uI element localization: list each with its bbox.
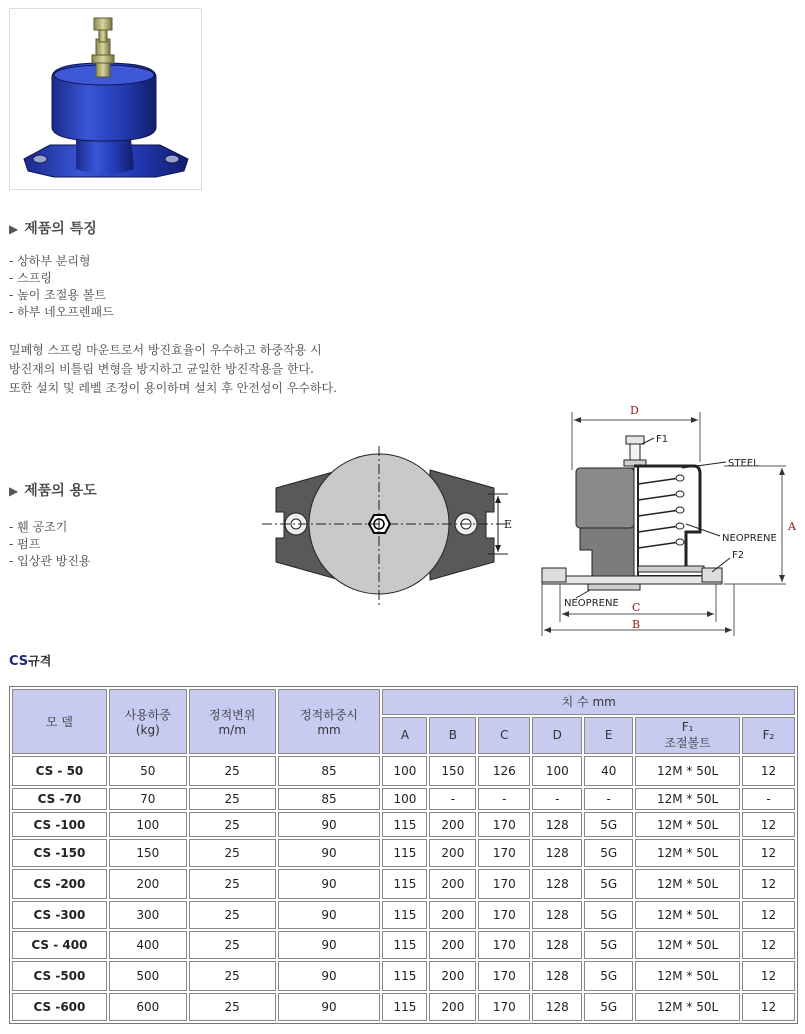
cell-b: 200 <box>429 901 476 929</box>
header-load-unit: (kg) <box>135 723 160 737</box>
dim-a-label: A <box>788 520 796 533</box>
header-dims: 치 수 mm <box>382 689 795 715</box>
cell-disp: 25 <box>189 756 276 786</box>
cell-model: CS -600 <box>12 993 107 1021</box>
cell-f2: 12 <box>742 839 795 867</box>
cell-height: 90 <box>278 901 381 929</box>
cell-c: - <box>478 788 530 810</box>
usage-item: - 입상관 방진용 <box>9 554 91 568</box>
cell-e: 5G <box>584 869 633 899</box>
cell-a: 115 <box>382 961 427 991</box>
cell-f2: 12 <box>742 961 795 991</box>
cell-disp: 25 <box>189 788 276 810</box>
label-f2: F2 <box>732 550 745 561</box>
feature-item: - 하부 네오프렌패드 <box>9 305 114 319</box>
cell-model: CS -200 <box>12 869 107 899</box>
cell-model: CS -150 <box>12 839 107 867</box>
header-b: B <box>429 717 476 754</box>
cell-load: 400 <box>109 931 187 959</box>
header-height-label: 정적하중시 <box>300 708 359 722</box>
usage-title: 제품의 용도 <box>24 483 97 499</box>
cell-load: 200 <box>109 869 187 899</box>
cell-a: 115 <box>382 812 427 837</box>
cell-load: 70 <box>109 788 187 810</box>
cell-e: 5G <box>584 961 633 991</box>
product-photo <box>9 8 202 190</box>
header-height <box>278 689 381 754</box>
table-row <box>12 812 795 837</box>
cell-height: 85 <box>278 788 381 810</box>
cell-f1: 12M * 50L <box>635 869 740 899</box>
feature-item: - 스프링 <box>9 271 52 285</box>
cell-f2: 12 <box>742 993 795 1021</box>
cell-b: 200 <box>429 812 476 837</box>
features-title: 제품의 특징 <box>24 221 97 237</box>
cell-a: 115 <box>382 901 427 929</box>
cell-f1: 12M * 50L <box>635 788 740 810</box>
cell-a: 115 <box>382 839 427 867</box>
cell-c: 170 <box>478 931 530 959</box>
cell-e: 5G <box>584 839 633 867</box>
cell-f1: 12M * 50L <box>635 901 740 929</box>
cell-model: CS - 400 <box>12 931 107 959</box>
cell-d: 128 <box>532 901 582 929</box>
cell-load: 100 <box>109 812 187 837</box>
dim-b-label: B <box>632 618 641 631</box>
cell-e: 40 <box>584 756 633 786</box>
features-heading <box>9 218 97 238</box>
side-view-drawing <box>530 400 805 640</box>
cell-d: 128 <box>532 993 582 1021</box>
cell-b: - <box>429 788 476 810</box>
cell-model: CS -500 <box>12 961 107 991</box>
cell-f2: 12 <box>742 756 795 786</box>
table-row <box>12 901 795 929</box>
cell-d: 128 <box>532 961 582 991</box>
table-row <box>12 869 795 899</box>
cell-height: 90 <box>278 812 381 837</box>
feature-item: - 높이 조절용 볼트 <box>9 288 106 302</box>
cell-c: 170 <box>478 812 530 837</box>
cell-f1: 12M * 50L <box>635 839 740 867</box>
table-row <box>12 961 795 991</box>
cell-f1: 12M * 50L <box>635 961 740 991</box>
label-neoprene-right: NEOPRENE <box>722 533 777 544</box>
feature-item: - 상하부 분리형 <box>9 254 91 268</box>
spec-title-suffix: 규격 <box>28 654 52 668</box>
cell-d: 128 <box>532 812 582 837</box>
cell-d: 128 <box>532 869 582 899</box>
cell-load: 150 <box>109 839 187 867</box>
cell-e: 5G <box>584 993 633 1021</box>
cell-height: 85 <box>278 756 381 786</box>
cell-e: 5G <box>584 931 633 959</box>
table-row <box>12 788 795 810</box>
cell-a: 115 <box>382 869 427 899</box>
cell-d: 128 <box>532 931 582 959</box>
cell-load: 600 <box>109 993 187 1021</box>
usage-list <box>9 519 91 570</box>
header-a: A <box>382 717 427 754</box>
usage-item: - 펌프 <box>9 537 41 551</box>
cell-b: 150 <box>429 756 476 786</box>
header-load <box>109 689 187 754</box>
header-d: D <box>532 717 582 754</box>
cell-disp: 25 <box>189 839 276 867</box>
cell-load: 500 <box>109 961 187 991</box>
table-row <box>12 756 795 786</box>
cell-e: 5G <box>584 901 633 929</box>
cell-f2: 12 <box>742 812 795 837</box>
triangle-bullet-icon: ▶ <box>9 484 19 498</box>
cell-disp: 25 <box>189 993 276 1021</box>
cell-b: 200 <box>429 993 476 1021</box>
spec-title-prefix: CS <box>9 654 29 669</box>
usage-heading <box>9 480 97 500</box>
label-steel: STEEL <box>728 458 759 469</box>
spec-table-body <box>12 756 795 1021</box>
table-row <box>12 839 795 867</box>
cell-f1: 12M * 50L <box>635 993 740 1021</box>
cell-c: 170 <box>478 993 530 1021</box>
label-f1: F1 <box>656 434 669 445</box>
description-line: 밀폐형 스프링 마운트로서 방진효율이 우수하고 하중작용 시 <box>9 343 322 357</box>
cell-b: 200 <box>429 931 476 959</box>
cell-a: 115 <box>382 993 427 1021</box>
cell-c: 170 <box>478 961 530 991</box>
cell-height: 90 <box>278 993 381 1021</box>
cell-f1: 12M * 50L <box>635 931 740 959</box>
dim-d-label: D <box>630 404 639 417</box>
spec-table <box>9 686 798 1024</box>
table-row <box>12 931 795 959</box>
header-c: C <box>478 717 530 754</box>
description-line: 또한 설치 및 레벨 조정이 용이하며 설치 후 안전성이 우수하다. <box>9 381 337 395</box>
cell-c: 170 <box>478 839 530 867</box>
header-height-unit: mm <box>317 723 341 737</box>
cell-b: 200 <box>429 839 476 867</box>
cell-d: 128 <box>532 839 582 867</box>
cell-e: 5G <box>584 812 633 837</box>
cell-height: 90 <box>278 931 381 959</box>
description-line: 방진재의 비틀림 변형을 방지하고 균일한 방진작용을 한다. <box>9 362 314 376</box>
dim-e-label: E <box>504 518 513 531</box>
spec-title <box>9 652 51 669</box>
cell-a: 100 <box>382 756 427 786</box>
cell-c: 170 <box>478 869 530 899</box>
cell-b: 200 <box>429 869 476 899</box>
header-disp-unit: m/m <box>218 723 246 737</box>
header-f1-sub: 조절볼트 <box>664 735 711 750</box>
cell-f2: 12 <box>742 869 795 899</box>
cell-disp: 25 <box>189 901 276 929</box>
header-f1 <box>635 717 740 754</box>
cell-f2: 12 <box>742 931 795 959</box>
header-disp <box>189 689 276 754</box>
header-e: E <box>584 717 633 754</box>
cell-b: 200 <box>429 961 476 991</box>
cell-model: CS -300 <box>12 901 107 929</box>
header-disp-label: 정적변위 <box>209 708 256 722</box>
features-list <box>9 253 114 321</box>
cell-model: CS -100 <box>12 812 107 837</box>
cell-height: 90 <box>278 961 381 991</box>
cell-f2: - <box>742 788 795 810</box>
cell-c: 126 <box>478 756 530 786</box>
cell-height: 90 <box>278 869 381 899</box>
cell-load: 300 <box>109 901 187 929</box>
cell-a: 100 <box>382 788 427 810</box>
label-neoprene-bottom: NEOPRENE <box>564 598 619 609</box>
cell-a: 115 <box>382 931 427 959</box>
cell-e: - <box>584 788 633 810</box>
top-view-drawing <box>262 440 524 610</box>
usage-item: - 휀 공조기 <box>9 520 68 534</box>
cell-d: 100 <box>532 756 582 786</box>
header-f2: F₂ <box>742 717 795 754</box>
cell-f1: 12M * 50L <box>635 812 740 837</box>
cell-height: 90 <box>278 839 381 867</box>
header-load-label: 사용하중 <box>124 708 171 722</box>
cell-f2: 12 <box>742 901 795 929</box>
cell-load: 50 <box>109 756 187 786</box>
header-f1-label: F₁ <box>681 719 694 734</box>
dim-c-label: C <box>632 601 641 614</box>
table-row <box>12 993 795 1021</box>
triangle-bullet-icon: ▶ <box>9 222 19 236</box>
header-model: 모 델 <box>12 689 107 754</box>
cell-f1: 12M * 50L <box>635 756 740 786</box>
cell-disp: 25 <box>189 931 276 959</box>
cell-model: CS - 50 <box>12 756 107 786</box>
cell-c: 170 <box>478 901 530 929</box>
features-description <box>9 341 337 398</box>
cell-disp: 25 <box>189 961 276 991</box>
cell-model: CS -70 <box>12 788 107 810</box>
spring-mount-image <box>10 9 201 189</box>
cell-disp: 25 <box>189 869 276 899</box>
cell-disp: 25 <box>189 812 276 837</box>
cell-d: - <box>532 788 582 810</box>
